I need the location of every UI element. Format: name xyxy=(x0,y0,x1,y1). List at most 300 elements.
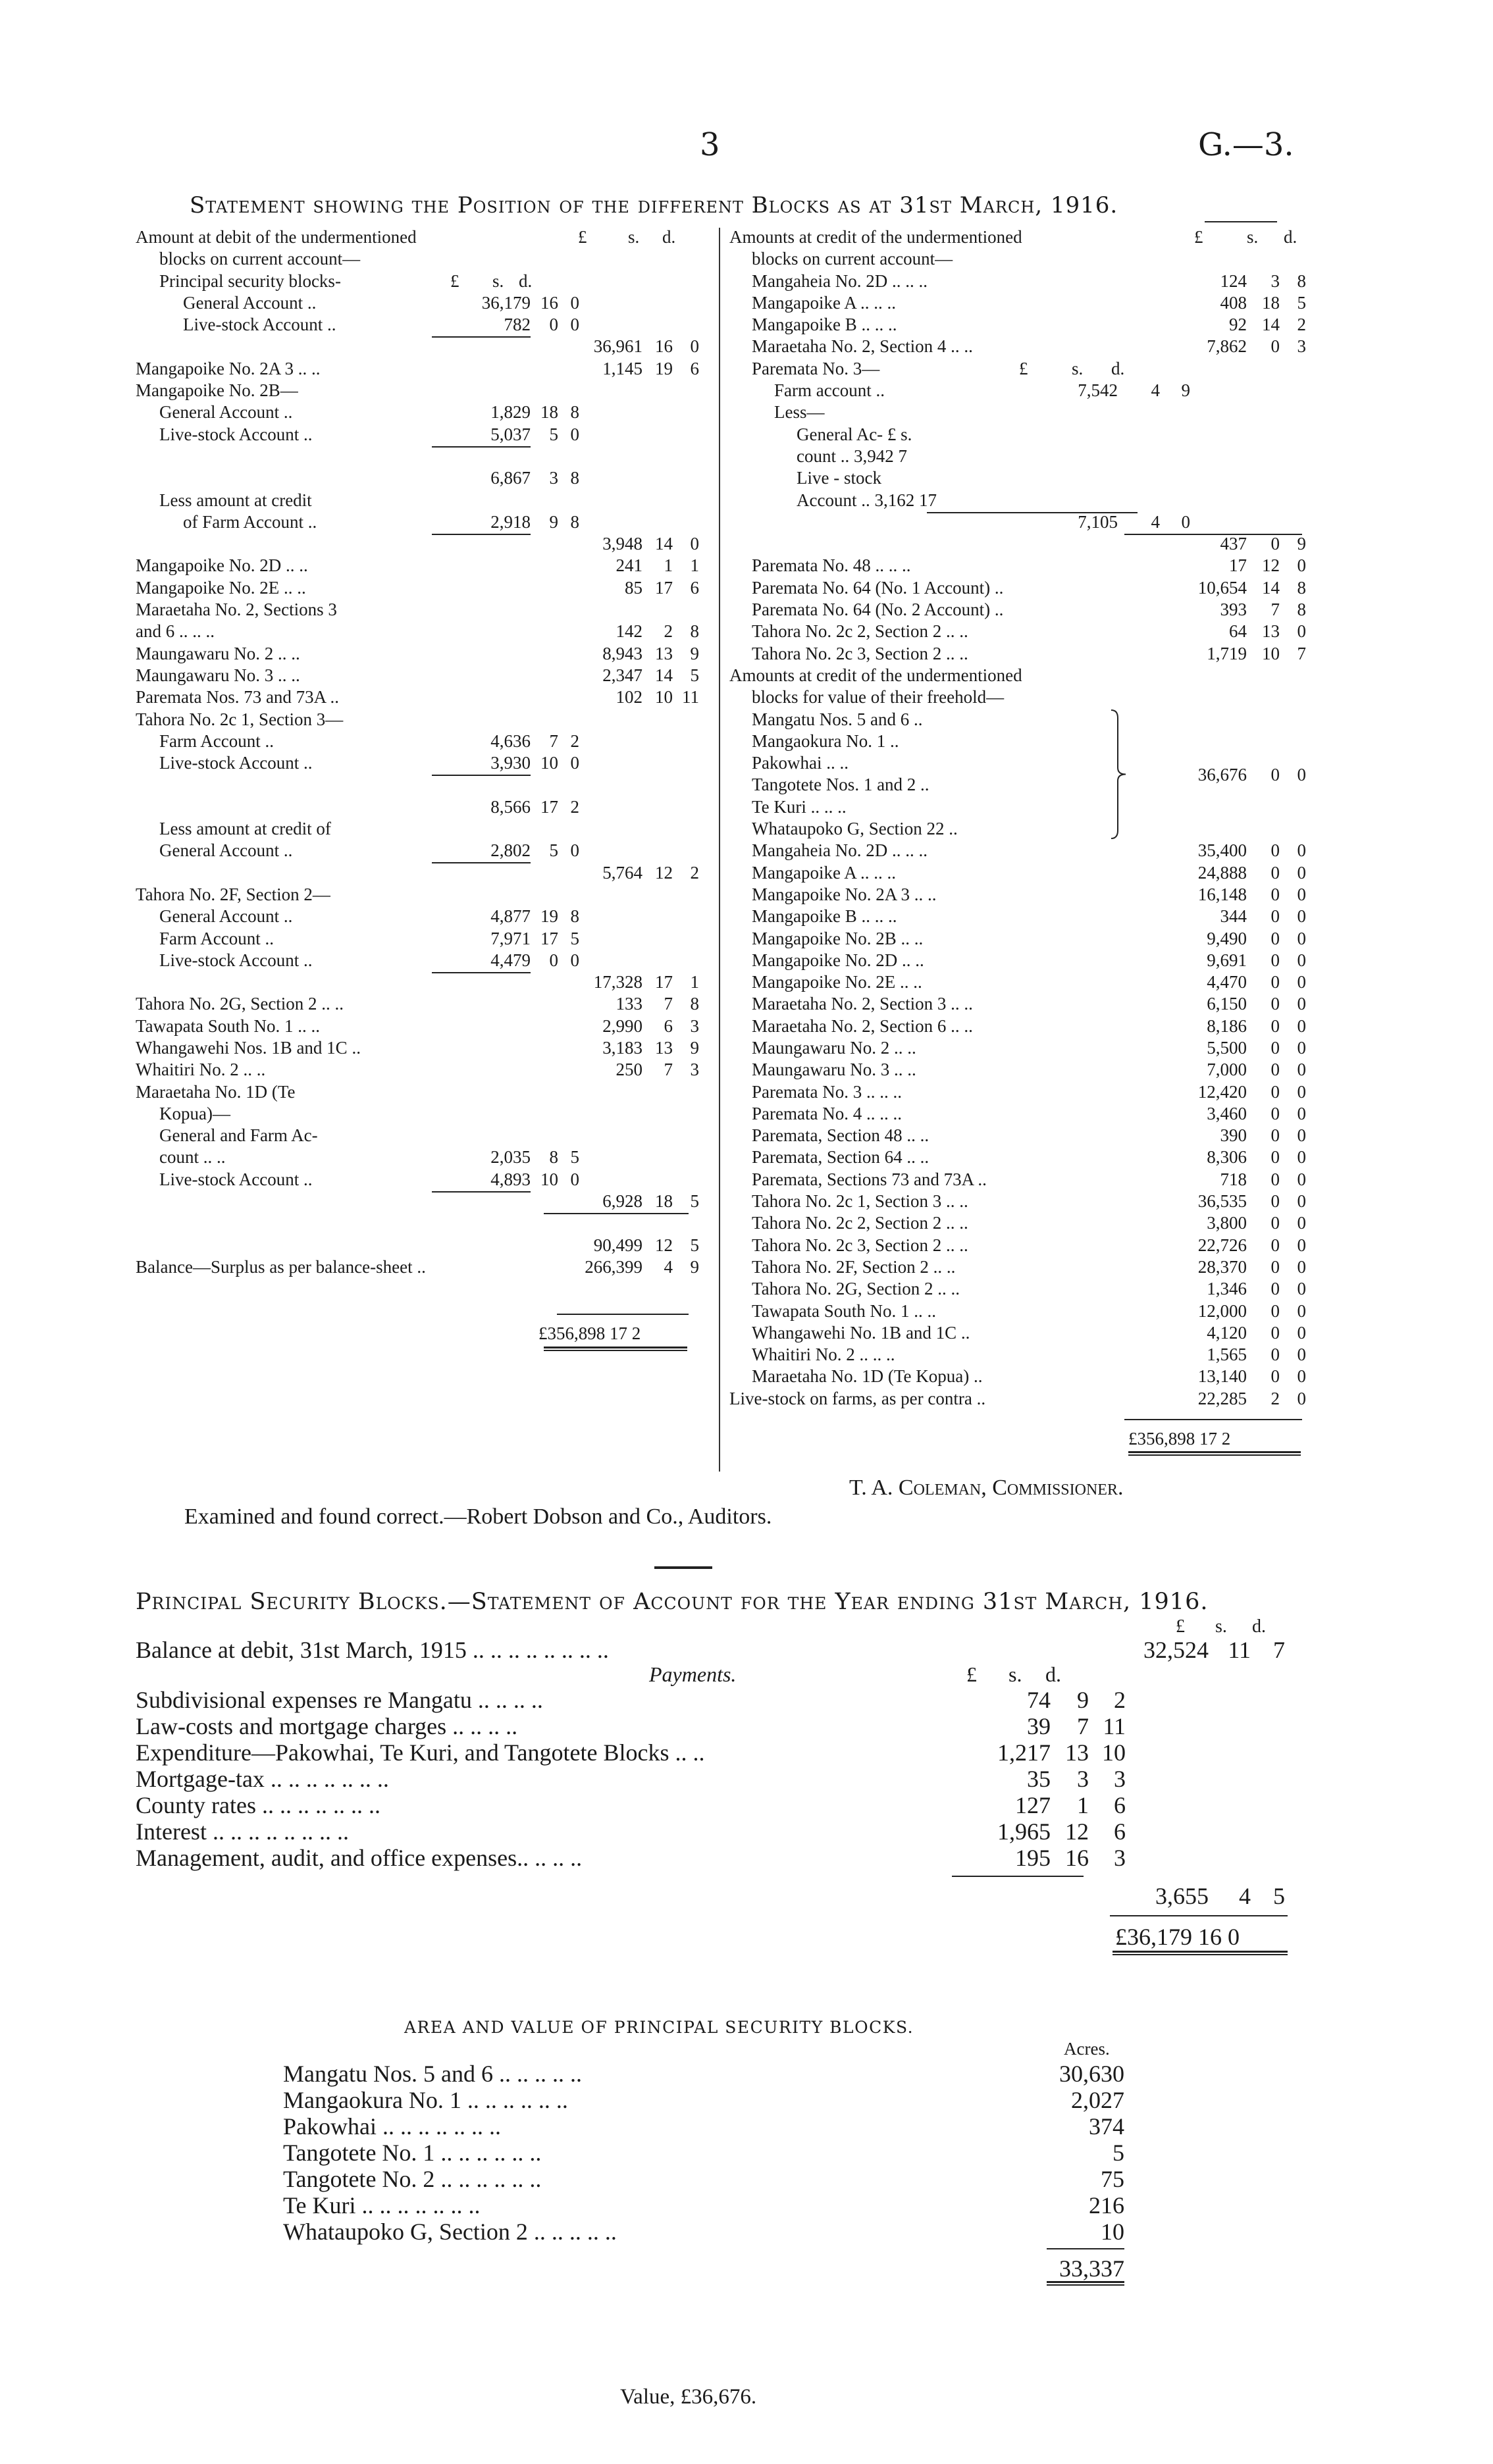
left-row-label: Mangapoike No. 2D .. .. xyxy=(136,555,308,576)
left-row xyxy=(136,774,702,796)
left-amount-pence: 8 xyxy=(690,621,699,642)
payment-shillings: 16 xyxy=(1065,1845,1089,1871)
left-row-label: Whaitiri No. 2 .. .. xyxy=(136,1060,266,1080)
payment-row xyxy=(136,1686,1294,1712)
left-inner-pounds: 2,918 xyxy=(490,511,531,532)
right-amount-pounds: 1,565 xyxy=(1207,1345,1247,1365)
right-amount-pence: 0 xyxy=(1297,1388,1306,1408)
left-inner-pounds: 36,179 xyxy=(481,292,531,313)
right-row-label: Paremata No. 3 .. .. .. xyxy=(752,1081,902,1102)
balance-label: Balance at debit, 31st March, 1915 .. .. .. .. .. .. .. .. xyxy=(136,1637,609,1663)
left-row xyxy=(136,336,702,357)
left-amount-pounds: 133 xyxy=(616,994,642,1014)
right-row xyxy=(729,314,1309,336)
payment-label: Mortgage-tax .. .. .. .. .. .. .. xyxy=(136,1766,389,1792)
right-sub-header-pound: £ xyxy=(1019,358,1028,378)
left-row xyxy=(136,424,702,446)
area-row xyxy=(283,2060,1139,2086)
right-amount-pounds: 12,000 xyxy=(1197,1300,1247,1321)
payment-shillings: 13 xyxy=(1065,1739,1089,1766)
right-row-label: Mangaheia No. 2D .. .. .. xyxy=(752,270,928,291)
left-amount-shillings: 18 xyxy=(655,1191,673,1212)
left-row-label: Maraetaha No. 2, Sections 3 xyxy=(136,600,337,620)
left-amount-pence: 5 xyxy=(690,1235,699,1255)
left-amount-pence: 6 xyxy=(690,358,699,378)
area-block-name: Mangatu Nos. 5 and 6 .. .. .. .. .. xyxy=(283,2061,582,2087)
right-row-label: Tahora No. 2c 3, Section 2 .. .. xyxy=(752,1235,968,1255)
left-amount-pounds: 36,961 xyxy=(593,336,642,357)
area-acres: 10 xyxy=(1101,2219,1124,2245)
right-row-label: Whaitiri No. 2 .. .. .. xyxy=(752,1345,895,1365)
right-amount-shillings: 0 xyxy=(1270,1256,1280,1277)
right-row-label: Mangaheia No. 2D .. .. .. xyxy=(752,840,928,861)
area-block-name: Whataupoko G, Section 2 .. .. .. .. .. xyxy=(283,2219,617,2245)
left-inner-shillings: 10 xyxy=(540,753,558,773)
right-inner-shillings: 4 xyxy=(1151,511,1160,532)
right-row-label: Tawapata South No. 1 .. .. xyxy=(752,1300,937,1321)
right-row xyxy=(729,380,1309,401)
left-row-label: General Account .. xyxy=(159,840,293,861)
left-row xyxy=(136,621,702,642)
payments-header-d: d. xyxy=(1045,1662,1061,1686)
right-amount-pounds: 35,400 xyxy=(1197,840,1247,861)
right-row xyxy=(729,1300,1309,1322)
right-amount-shillings: 0 xyxy=(1270,862,1280,883)
left-amount-shillings: 13 xyxy=(655,643,673,663)
payment-shillings: 12 xyxy=(1065,1818,1089,1845)
left-inner-pence: 0 xyxy=(570,292,579,313)
left-row xyxy=(136,928,702,950)
right-row xyxy=(729,599,1309,621)
right-row xyxy=(729,226,1309,248)
left-row-label: Tahora No. 2F, Section 2— xyxy=(136,884,330,904)
right-amount-pence: 0 xyxy=(1297,1235,1306,1255)
left-row xyxy=(136,643,702,665)
right-row xyxy=(729,1256,1309,1278)
right-amount-shillings: 0 xyxy=(1270,1015,1280,1036)
right-row-label: Paremata No. 48 .. .. .. xyxy=(752,555,911,576)
left-amount-pence: 2 xyxy=(690,862,699,883)
subtotal-shillings: 4 xyxy=(1239,1883,1251,1909)
right-row xyxy=(729,971,1309,993)
left-row xyxy=(136,533,702,555)
left-inner-pounds: 2,802 xyxy=(490,840,531,861)
left-inner-pence: 0 xyxy=(570,950,579,970)
left-inner-pounds: 782 xyxy=(504,315,531,335)
right-row-label: Mangapoike No. 2D .. .. xyxy=(752,950,924,970)
left-row xyxy=(136,292,702,314)
left-inner-pounds: 4,877 xyxy=(490,906,531,927)
right-row-label: Tahora No. 2c 3, Section 2 .. .. xyxy=(752,643,968,663)
left-row xyxy=(136,752,702,774)
right-amount-pounds: 22,285 xyxy=(1197,1388,1247,1408)
right-row xyxy=(729,446,1309,467)
left-header-s: s. xyxy=(628,227,640,247)
account-total: £36,179 16 0 xyxy=(1115,1924,1240,1950)
area-row xyxy=(283,2218,1139,2244)
right-row xyxy=(729,1081,1309,1103)
right-amount-pence: 0 xyxy=(1297,1300,1306,1321)
left-row xyxy=(136,862,702,884)
right-row xyxy=(729,467,1309,489)
left-inner-pence: 8 xyxy=(570,906,579,927)
right-amount-shillings: 0 xyxy=(1270,1235,1280,1255)
payment-label: Management, audit, and office expenses.. .. .. .. xyxy=(136,1845,583,1871)
left-inner-shillings: 9 xyxy=(549,511,558,532)
right-row-label: Tahora No. 2c 1, Section 3 .. .. xyxy=(752,1191,968,1212)
right-row xyxy=(729,840,1309,861)
left-row-label: Tawapata South No. 1 .. .. xyxy=(136,1015,321,1036)
left-inner-pence: 0 xyxy=(570,840,579,861)
area-row xyxy=(283,2113,1139,2139)
payment-label: Subdivisional expenses re Mangatu .. .. .. .. xyxy=(136,1687,543,1713)
right-row xyxy=(729,1344,1309,1366)
right-amount-pence: 2 xyxy=(1297,315,1306,335)
right-amount-shillings: 0 xyxy=(1270,1345,1280,1365)
left-amount-shillings: 13 xyxy=(655,1037,673,1058)
left-row xyxy=(136,314,702,336)
left-row xyxy=(136,446,702,467)
right-amount-pounds: 7,862 xyxy=(1207,336,1247,357)
payment-pounds: 35 xyxy=(1027,1766,1051,1792)
left-row xyxy=(136,796,702,818)
right-header-pound: £ xyxy=(1194,227,1203,247)
right-amount-pence: 0 xyxy=(1297,1345,1306,1365)
left-inner-pounds: 2,035 xyxy=(490,1147,531,1168)
right-row xyxy=(729,709,1309,731)
right-amount-pounds: 3,800 xyxy=(1207,1213,1247,1233)
right-amount-shillings: 0 xyxy=(1270,1213,1280,1233)
left-row xyxy=(136,1103,702,1125)
section-separator xyxy=(654,1566,712,1569)
right-amount-shillings: 0 xyxy=(1270,534,1280,554)
right-amount-pence: 0 xyxy=(1297,950,1306,970)
right-amount-pounds: 9,691 xyxy=(1207,950,1247,970)
payment-shillings: 7 xyxy=(1077,1713,1089,1739)
left-amount-pounds: 3,948 xyxy=(602,534,642,554)
column-divider xyxy=(719,228,720,1472)
left-inner-shillings: 3 xyxy=(549,468,558,488)
right-amount-pence: 9 xyxy=(1297,534,1306,554)
right-row-label: Tahora No. 2F, Section 2 .. .. xyxy=(752,1256,956,1277)
area-title: AREA AND VALUE OF PRINCIPAL SECURITY BLOCKS. xyxy=(404,2018,914,2037)
left-row xyxy=(136,599,702,621)
subtotal-pence: 5 xyxy=(1273,1883,1285,1909)
left-amount-pence: 9 xyxy=(690,643,699,663)
freehold-brace-total xyxy=(729,764,1309,786)
account-title: Principal Security Blocks.—Statement of Account for the Year ending 31st March, 1916. xyxy=(136,1589,1209,1615)
payment-row xyxy=(136,1844,1294,1870)
right-row xyxy=(729,248,1309,270)
right-amount-pence: 8 xyxy=(1297,270,1306,291)
right-amount-pounds: 8,186 xyxy=(1207,1015,1247,1036)
right-amount-pence: 5 xyxy=(1297,292,1306,313)
right-amount-pence: 8 xyxy=(1297,577,1306,598)
left-amount-pounds: 5,764 xyxy=(602,862,642,883)
left-amount-pounds: 102 xyxy=(616,687,642,707)
right-row xyxy=(729,906,1309,927)
statement-title: Statement showing the Position of the different Blocks as at 31st March, 1916. xyxy=(190,192,1118,218)
payment-pence: 3 xyxy=(1114,1766,1126,1792)
payment-shillings: 3 xyxy=(1077,1766,1089,1792)
right-amount-shillings: 0 xyxy=(1270,1191,1280,1212)
right-amount-pence: 0 xyxy=(1297,1037,1306,1058)
left-amount-pence: 3 xyxy=(690,1060,699,1080)
right-row xyxy=(729,424,1309,446)
left-row-label: Less amount at credit of xyxy=(159,819,331,839)
left-row-label: Live-stock Account .. xyxy=(159,950,313,970)
right-amount-shillings: 0 xyxy=(1270,1366,1280,1387)
left-row-label: Live-stock Account .. xyxy=(183,315,336,335)
left-amount-pence: 6 xyxy=(690,577,699,598)
right-amount-shillings: 0 xyxy=(1270,1037,1280,1058)
freehold-brace-total-pounds: 36,676 xyxy=(1197,764,1247,784)
left-sub-header-s: s. xyxy=(492,270,504,291)
right-row xyxy=(729,665,1309,686)
freehold-brace-total-shillings: 0 xyxy=(1270,764,1280,784)
left-amount-pounds: 142 xyxy=(616,621,642,642)
right-inner-pounds: 7,105 xyxy=(1078,511,1118,532)
right-amount-pence: 7 xyxy=(1297,643,1306,663)
left-amount-shillings: 19 xyxy=(655,358,673,378)
right-amount-pence: 0 xyxy=(1297,972,1306,992)
right-amount-shillings: 0 xyxy=(1270,972,1280,992)
page-code: G.—3. xyxy=(1198,126,1294,163)
left-amount-pounds: 2,990 xyxy=(602,1015,642,1036)
payment-row xyxy=(136,1791,1294,1818)
right-row-label: Mangapoike A .. .. .. xyxy=(752,292,896,313)
right-amount-pence: 0 xyxy=(1297,1366,1306,1387)
right-amount-pence: 0 xyxy=(1297,1279,1306,1299)
left-inner-shillings: 17 xyxy=(540,796,558,817)
right-amount-shillings: 0 xyxy=(1270,884,1280,904)
right-row-label: Less— xyxy=(774,402,825,423)
left-row xyxy=(136,665,702,686)
left-amount-shillings: 12 xyxy=(655,1235,673,1255)
left-row xyxy=(136,906,702,927)
right-row-label: Amounts at credit of the undermentioned xyxy=(729,227,1022,247)
right-amount-pounds: 22,726 xyxy=(1197,1235,1247,1255)
payments-header-pound: £ xyxy=(966,1662,977,1686)
right-row xyxy=(729,358,1309,380)
right-amount-pounds: 7,000 xyxy=(1207,1060,1247,1080)
payment-row xyxy=(136,1818,1294,1844)
left-row-label: Live-stock Account .. xyxy=(159,1169,313,1189)
payment-pounds: 127 xyxy=(1015,1792,1051,1818)
left-inner-pounds: 5,037 xyxy=(490,424,531,444)
left-row-label: Maungawaru No. 2 .. .. xyxy=(136,643,300,663)
area-acres: 75 xyxy=(1101,2166,1124,2192)
left-row-label: count .. .. xyxy=(159,1147,226,1168)
left-inner-shillings: 18 xyxy=(540,402,558,423)
left-row xyxy=(136,840,702,861)
right-row-label: Farm account .. xyxy=(774,380,885,401)
payment-pence: 11 xyxy=(1103,1713,1126,1739)
right-row xyxy=(729,686,1309,708)
left-inner-pence: 8 xyxy=(570,402,579,423)
right-row xyxy=(729,577,1309,599)
payment-pounds: 1,965 xyxy=(997,1818,1051,1845)
right-amount-pounds: 36,535 xyxy=(1197,1191,1247,1212)
title-underline xyxy=(1205,221,1277,222)
right-row-label: Paremata No. 3— xyxy=(752,358,880,378)
left-amount-pence: 8 xyxy=(690,994,699,1014)
left-row-label: General Account .. xyxy=(183,292,317,313)
left-row xyxy=(136,709,702,731)
right-inner-pence: 9 xyxy=(1181,380,1190,401)
right-amount-pounds: 1,719 xyxy=(1207,643,1247,663)
left-amount-pounds: 266,399 xyxy=(585,1256,642,1277)
left-amount-pounds: 2,347 xyxy=(602,665,642,685)
account-header-pound: £ xyxy=(1176,1616,1185,1637)
right-amount-shillings: 0 xyxy=(1270,840,1280,861)
right-row xyxy=(729,1146,1309,1168)
right-row-label: Tahora No. 2G, Section 2 .. .. xyxy=(752,1279,960,1299)
left-row xyxy=(136,818,702,840)
right-row-label: Maungawaru No. 3 .. .. xyxy=(752,1060,916,1080)
right-amount-pence: 0 xyxy=(1297,1125,1306,1146)
right-row-label: Paremata No. 64 (No. 1 Account) .. xyxy=(752,577,1004,598)
right-row xyxy=(729,621,1309,642)
left-amount-shillings: 10 xyxy=(655,687,673,707)
left-amount-shillings: 7 xyxy=(664,1060,673,1080)
payment-pence: 2 xyxy=(1114,1687,1126,1713)
right-inner-pounds: 7,542 xyxy=(1078,380,1118,401)
right-row xyxy=(729,555,1309,577)
right-row-label: Amounts at credit of the undermentioned xyxy=(729,665,1022,685)
left-total: £356,898 17 2 xyxy=(538,1323,641,1344)
left-row-label: Mangapoike No. 2A 3 .. .. xyxy=(136,358,321,378)
left-row xyxy=(136,1059,702,1081)
right-amount-shillings: 10 xyxy=(1262,643,1280,663)
left-inner-shillings: 0 xyxy=(549,315,558,335)
left-amount-pounds: 85 xyxy=(625,577,642,598)
right-row-label: blocks on current account— xyxy=(752,249,953,269)
balance-pounds: 32,524 xyxy=(1143,1637,1209,1663)
right-row-label: Paremata, Section 48 .. .. xyxy=(752,1125,930,1146)
right-row-label: Mangapoike A .. .. .. xyxy=(752,862,896,883)
page-number: 3 xyxy=(700,126,720,163)
right-row xyxy=(729,862,1309,884)
left-row xyxy=(136,380,702,401)
left-row-label: Amount at debit of the undermentioned xyxy=(136,227,417,247)
right-amount-shillings: 0 xyxy=(1270,1300,1280,1321)
right-amount-pounds: 437 xyxy=(1220,534,1247,554)
right-amount-pence: 0 xyxy=(1297,884,1306,904)
right-amount-pounds: 718 xyxy=(1220,1169,1247,1189)
left-row xyxy=(136,1191,702,1212)
left-row xyxy=(136,555,702,577)
payment-label: Interest .. .. .. .. .. .. .. .. xyxy=(136,1818,349,1845)
right-row xyxy=(729,1278,1309,1300)
right-amount-shillings: 0 xyxy=(1270,1125,1280,1146)
right-amount-pounds: 6,150 xyxy=(1207,994,1247,1014)
payment-shillings: 1 xyxy=(1077,1792,1089,1818)
left-inner-pounds: 4,479 xyxy=(490,950,531,970)
payment-label: Expenditure—Pakowhai, Te Kuri, and Tangotete Blocks .. .. xyxy=(136,1739,705,1766)
left-inner-pence: 0 xyxy=(570,753,579,773)
right-amount-pence: 0 xyxy=(1297,1169,1306,1189)
right-row-label: Tangotete Nos. 1 and 2 .. xyxy=(752,775,930,795)
right-amount-shillings: 13 xyxy=(1262,621,1280,642)
left-inner-shillings: 8 xyxy=(549,1147,558,1168)
right-row-label: General Ac- £ s. xyxy=(797,424,912,444)
right-row-label: blocks for value of their freehold— xyxy=(752,687,1005,707)
left-row-label: Less amount at credit xyxy=(159,490,312,510)
right-row-label: Paremata, Section 64 .. .. xyxy=(752,1147,930,1168)
right-inner-shillings: 4 xyxy=(1151,380,1160,401)
right-amount-shillings: 2 xyxy=(1270,1388,1280,1408)
right-amount-pence: 0 xyxy=(1297,862,1306,883)
area-block-name: Pakowhai .. .. .. .. .. .. .. xyxy=(283,2113,501,2140)
area-block-name: Mangaokura No. 1 .. .. .. .. .. .. xyxy=(283,2087,568,2113)
right-row-label: Mangatu Nos. 5 and 6 .. xyxy=(752,709,923,729)
right-row-label: Tahora No. 2c 2, Section 2 .. .. xyxy=(752,621,968,642)
right-amount-pounds: 16,148 xyxy=(1197,884,1247,904)
account-header-d: d. xyxy=(1252,1616,1266,1637)
statement-right-column xyxy=(729,226,1309,1458)
right-row-label: Maungawaru No. 2 .. .. xyxy=(752,1037,916,1058)
left-inner-shillings: 10 xyxy=(540,1169,558,1189)
left-row-label: Tahora No. 2G, Section 2 .. .. xyxy=(136,994,344,1014)
left-row xyxy=(136,226,702,248)
left-row xyxy=(136,1125,702,1146)
left-row-label: Maraetaha No. 1D (Te xyxy=(136,1081,296,1102)
right-amount-pounds: 344 xyxy=(1220,906,1247,927)
right-amount-pence: 0 xyxy=(1297,1213,1306,1233)
right-row-label: Whataupoko G, Section 22 .. xyxy=(752,819,958,839)
right-row xyxy=(729,1388,1309,1410)
right-row-label: Paremata No. 4 .. .. .. xyxy=(752,1103,902,1123)
right-amount-pounds: 393 xyxy=(1220,600,1247,620)
area-row xyxy=(283,2139,1139,2165)
right-amount-pence: 0 xyxy=(1297,928,1306,948)
left-amount-shillings: 17 xyxy=(655,577,673,598)
right-inner-pence: 0 xyxy=(1181,511,1190,532)
payment-pounds: 195 xyxy=(1015,1845,1051,1871)
left-row-label: Balance—Surplus as per balance-sheet .. xyxy=(136,1256,426,1277)
area-unit: Acres. xyxy=(1064,2039,1110,2059)
left-amount-pence: 3 xyxy=(690,1015,699,1036)
payment-label: Law-costs and mortgage charges .. .. .. .. xyxy=(136,1713,518,1739)
left-amount-shillings: 6 xyxy=(664,1015,673,1036)
right-amount-pence: 0 xyxy=(1297,840,1306,861)
commissioner-signature: T. A. Coleman, Commissioner. xyxy=(849,1476,1124,1500)
left-inner-shillings: 0 xyxy=(549,950,558,970)
right-amount-pence: 0 xyxy=(1297,1191,1306,1212)
left-row-label: Mangapoike No. 2B— xyxy=(136,380,298,401)
right-amount-pence: 0 xyxy=(1297,994,1306,1014)
left-row-label: Live-stock Account .. xyxy=(159,424,313,444)
left-row xyxy=(136,950,702,971)
left-amount-shillings: 17 xyxy=(655,972,673,992)
left-row-label: Whangawehi Nos. 1B and 1C .. xyxy=(136,1037,361,1058)
right-sub-header-s: s. xyxy=(1072,358,1084,378)
right-row xyxy=(729,1059,1309,1081)
area-acres: 216 xyxy=(1089,2192,1124,2219)
left-inner-pence: 5 xyxy=(570,1147,579,1168)
right-row xyxy=(729,796,1309,818)
area-acres: 5 xyxy=(1113,2140,1124,2166)
left-amount-pence: 0 xyxy=(690,336,699,357)
area-block-name: Tangotete No. 2 .. .. .. .. .. .. xyxy=(283,2166,542,2192)
right-row xyxy=(729,1322,1309,1344)
left-amount-pounds: 6,928 xyxy=(602,1191,642,1212)
right-amount-shillings: 7 xyxy=(1270,600,1280,620)
left-amount-shillings: 7 xyxy=(664,994,673,1014)
payment-pounds: 39 xyxy=(1027,1713,1051,1739)
left-row xyxy=(136,511,702,533)
